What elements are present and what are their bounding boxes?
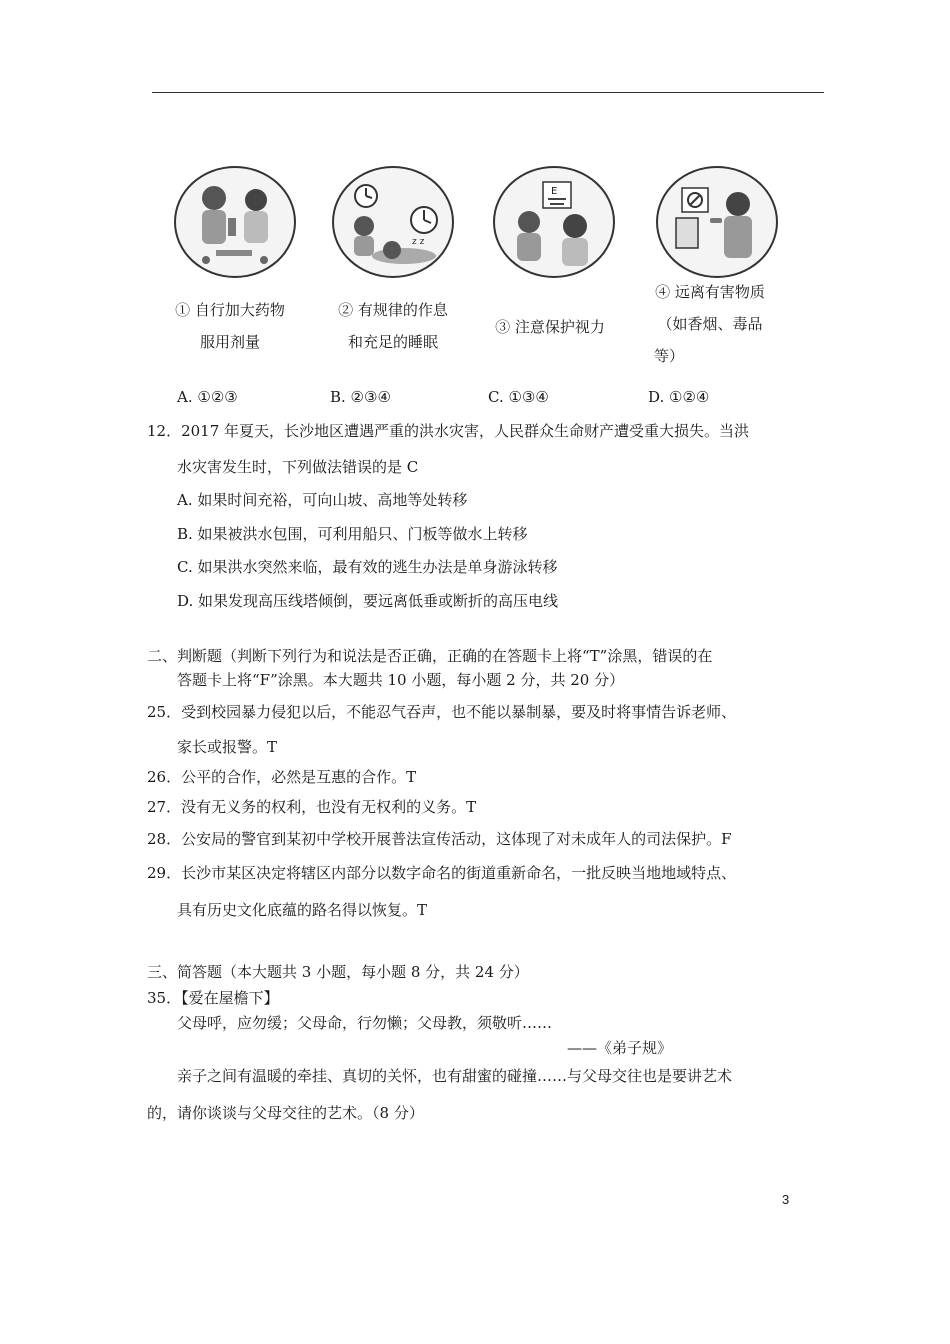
caption-2 xyxy=(318,300,468,352)
sleep-clock-icon xyxy=(334,168,452,276)
illustration-sleep xyxy=(332,166,454,278)
q35-source: ——《弟子规》 xyxy=(567,1039,673,1057)
q12-option-b: B. 如果被洪水包围，可利用船只、门板等做水上转移 xyxy=(177,525,528,543)
q28: 28．公安局的警官到某初中学校开展普法宣传活动，这体现了对未成年人的司法保护。F xyxy=(147,830,732,848)
q25-line-2: 家长或报警。T xyxy=(177,738,278,756)
illustration-medicine xyxy=(174,166,296,278)
q12-option-c: C. 如果洪水突然来临，最有效的逃生办法是单身游泳转移 xyxy=(177,558,558,576)
q12-stem-line-1: 12．2017 年夏天，长沙地区遭遇严重的洪水灾害，人民群众生命财产遭受重大损失。当洪 xyxy=(147,422,750,440)
header-rule xyxy=(152,92,824,93)
svg-text:z z: z z xyxy=(412,237,425,247)
caption-4 xyxy=(640,282,780,366)
q11-option-d: D. ①②④ xyxy=(648,388,710,406)
caption-line: ① 自行加大药物 xyxy=(175,301,285,319)
caption-line: 服用剂量 xyxy=(199,333,260,351)
caption-line: 和充足的睡眠 xyxy=(347,333,438,351)
illustration-no-smoking xyxy=(656,166,778,278)
q29-line-1: 29．长沙市某区决定将辖区内部分以数字命名的街道重新命名，一批反映当地地域特点、 xyxy=(147,864,737,882)
no-smoking-icon xyxy=(658,168,776,276)
q35-body-line-2: 的，请你谈谈与父母交往的艺术。（8 分） xyxy=(147,1104,424,1122)
q11-option-a: A. ①②③ xyxy=(177,388,238,406)
q11-option-c: C. ①③④ xyxy=(488,388,549,406)
caption-line: ③ 注意保护视力 xyxy=(495,318,605,336)
q35-quote: 父母呼，应勿缓；父母命，行勿懒；父母教，须敬听…… xyxy=(177,1014,553,1032)
q26: 26．公平的合作，必然是互惠的合作。T xyxy=(147,768,417,786)
q27: 27．没有无义务的权利，也没有无权利的义务。T xyxy=(147,798,477,816)
caption-3 xyxy=(480,317,620,337)
section2-header-line-1: 二、判断题（判断下列行为和说法是否正确，正确的在答题卡上将“T”涂黑，错误的在 xyxy=(147,647,713,665)
caption-line: ② 有规律的作息 xyxy=(338,301,448,319)
caption-line: ④ 远离有害物质 xyxy=(655,283,765,301)
q12-stem-line-2: 水灾害发生时，下列做法错误的是 C xyxy=(177,458,419,476)
q25-line-1: 25．受到校园暴力侵犯以后，不能忍气吞声，也不能以暴制暴，要及时将事情告诉老师、 xyxy=(147,703,737,721)
q11-option-b: B. ②③④ xyxy=(330,388,391,406)
q35-title: 35．【爱在屋檐下】 xyxy=(147,989,279,1007)
svg-text:E: E xyxy=(551,186,558,197)
caption-line: （如香烟、毒品 xyxy=(657,315,763,333)
medicine-icon xyxy=(176,168,294,276)
q12-option-d: D. 如果发现高压线塔倾倒，要远离低垂或断折的高压电线 xyxy=(177,592,559,610)
caption-1 xyxy=(160,300,300,352)
caption-line: 等） xyxy=(654,347,685,365)
illustration-eyes xyxy=(493,166,615,278)
section3-header: 三、简答题（本大题共 3 小题，每小题 8 分，共 24 分） xyxy=(147,963,529,981)
q12-option-a: A. 如果时间充裕，可向山坡、高地等处转移 xyxy=(177,491,468,509)
q29-line-2: 具有历史文化底蕴的路名得以恢复。T xyxy=(177,901,428,919)
q35-body-line-1: 亲子之间有温暖的牵挂、真切的关怀，也有甜蜜的碰撞……与父母交往也是要讲艺术 xyxy=(177,1067,733,1085)
eye-chart-icon xyxy=(495,168,613,276)
page-number: 3 xyxy=(782,1192,790,1207)
section2-header-line-2: 答题卡上将“F”涂黑。本大题共 10 小题，每小题 2 分，共 20 分） xyxy=(177,671,625,689)
